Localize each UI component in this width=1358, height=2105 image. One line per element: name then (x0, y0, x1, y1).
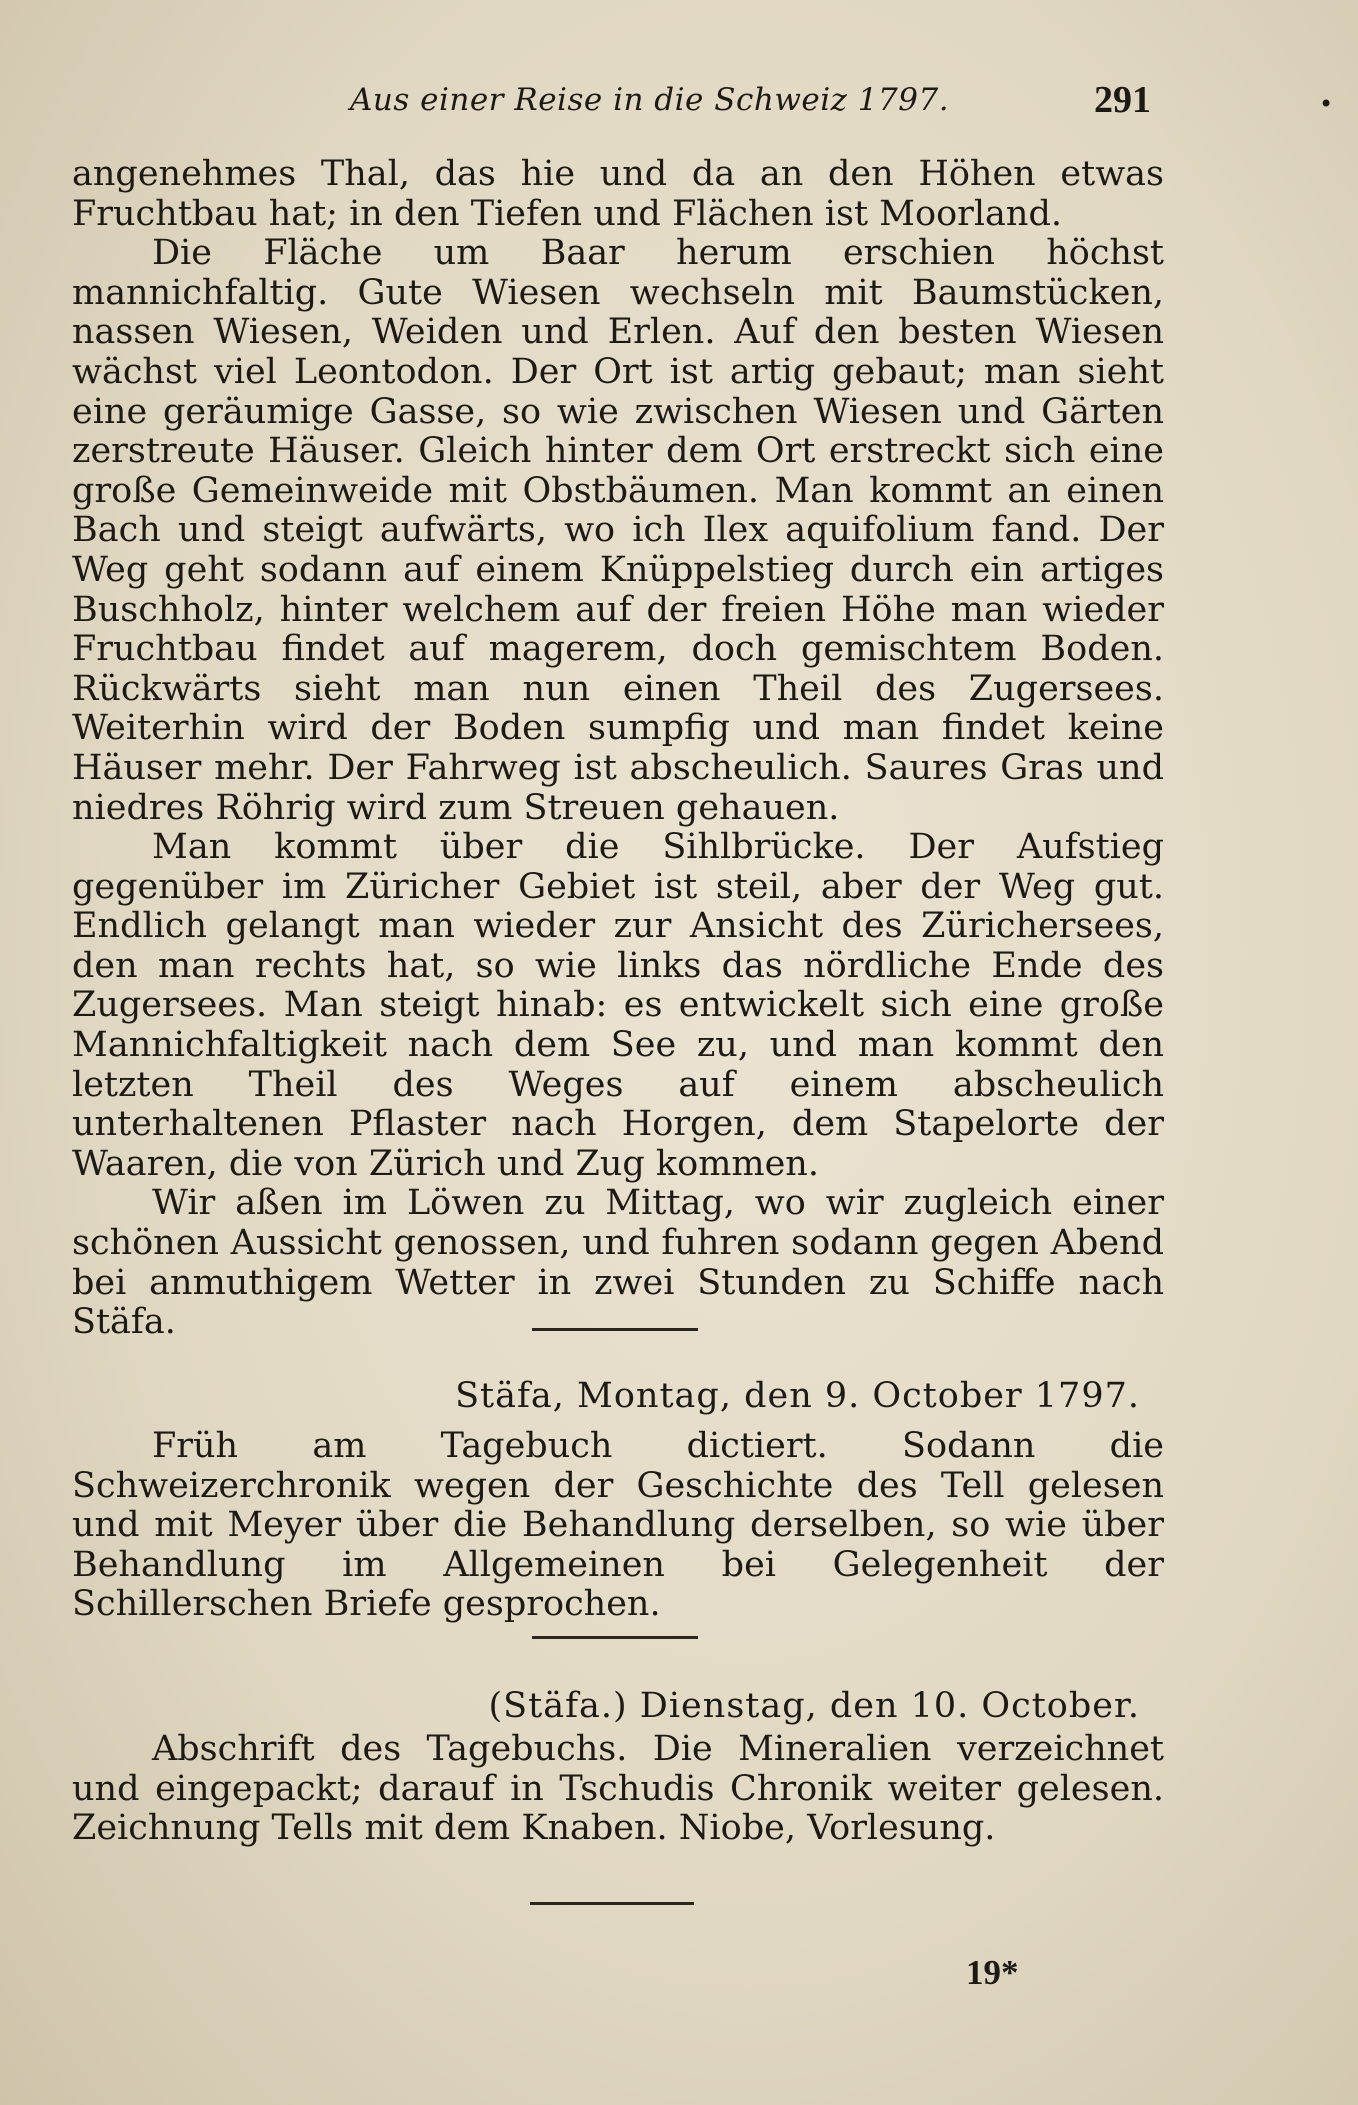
section-divider (532, 1328, 698, 1331)
entry-paragraph: Abschrift des Tagebuchs. Die Mineralien verzeichnet und eingepackt; darauf in Tschudis Chronik weiter gelesen. Zeichnung Tells mit dem Knaben. Niobe, Vorlesung. (72, 1729, 1164, 1849)
entry-dateline: (Stäfa.) Dienstag, den 10. October. (488, 1686, 1140, 1726)
running-title: Aus einer Reise in die Schweiz 1797. (350, 82, 950, 118)
entry-text (72, 1730, 1164, 1849)
paragraph-1: angenehmes Thal, das hie und da an den Höhen etwas Fruchtbau hat; in den Tiefen und Flächen ist Moorland. (72, 154, 1164, 234)
main-text (72, 155, 1164, 1343)
entry-text (72, 1427, 1164, 1625)
signature-mark: 19* (966, 1953, 1019, 1992)
section-divider (530, 1902, 694, 1905)
edge-mark: • (1319, 90, 1334, 118)
paragraph-4: Wir aßen im Löwen zu Mittag, wo wir zugleich einer schönen Aussicht genossen, und fuhren sodann gegen Abend bei anmuthigem Wetter in zwei Stunden zu Schiffe nach Stäfa. (72, 1183, 1164, 1343)
entry-paragraph: Früh am Tagebuch dictiert. Sodann die Schweizerchronik wegen der Geschichte des Tell gelesen und mit Meyer über die Behandlung derselben, so wie über Behandlung im Allgemeinen bei Gelegenheit der Schillerschen Briefe gesprochen. (72, 1426, 1164, 1625)
entry-dateline: Stäfa, Montag, den 9. October 1797. (455, 1376, 1140, 1416)
paragraph-3: Man kommt über die Sihlbrücke. Der Aufstieg gegenüber im Züricher Gebiet ist steil, aber der Weg gut. Endlich gelangt man wieder zur Ansicht des Zürichersees, den man rechts hat, so wie links das nördliche Ende des Zugersees. Man steigt hinab: es entwickelt sich eine große Mannichfaltigkeit nach dem See zu, und man kommt den letzten Theil des Weges auf einem abscheulich unterhaltenen Pflaster nach Horgen, dem Stapelorte der Waaren, die von Zürich und Zug kommen. (72, 827, 1164, 1184)
paragraph-2: Die Fläche um Baar herum erschien höchst mannichfaltig. Gute Wiesen wechseln mit Baumstücken, nassen Wiesen, Weiden und Erlen. Auf den besten Wiesen wächst viel Leontodon. Der Ort ist artig gebaut; man sieht eine geräumige Gasse, so wie zwischen Wiesen und Gärten zerstreute Häuser. Gleich hinter dem Ort erstreckt sich eine große Gemeinweide mit Obstbäumen. Man kommt an einen Bach und steigt aufwärts, wo ich Ilex aquifolium fand. Der Weg geht sodann auf einem Knüppelstieg durch ein artiges Buschholz, hinter welchem auf der freien Höhe man wieder Fruchtbau findet auf magerem, doch gemischtem Boden. Rückwärts sieht man nun einen Theil des Zugersees. Weiterhin wird der Boden sumpfig und man findet keine Häuser mehr. Der Fahrweg ist abscheulich. Saures Gras und niedres Röhrig wird zum Streuen gehauen. (72, 233, 1164, 828)
page-number: 291 (1094, 79, 1151, 121)
section-divider (532, 1636, 698, 1639)
